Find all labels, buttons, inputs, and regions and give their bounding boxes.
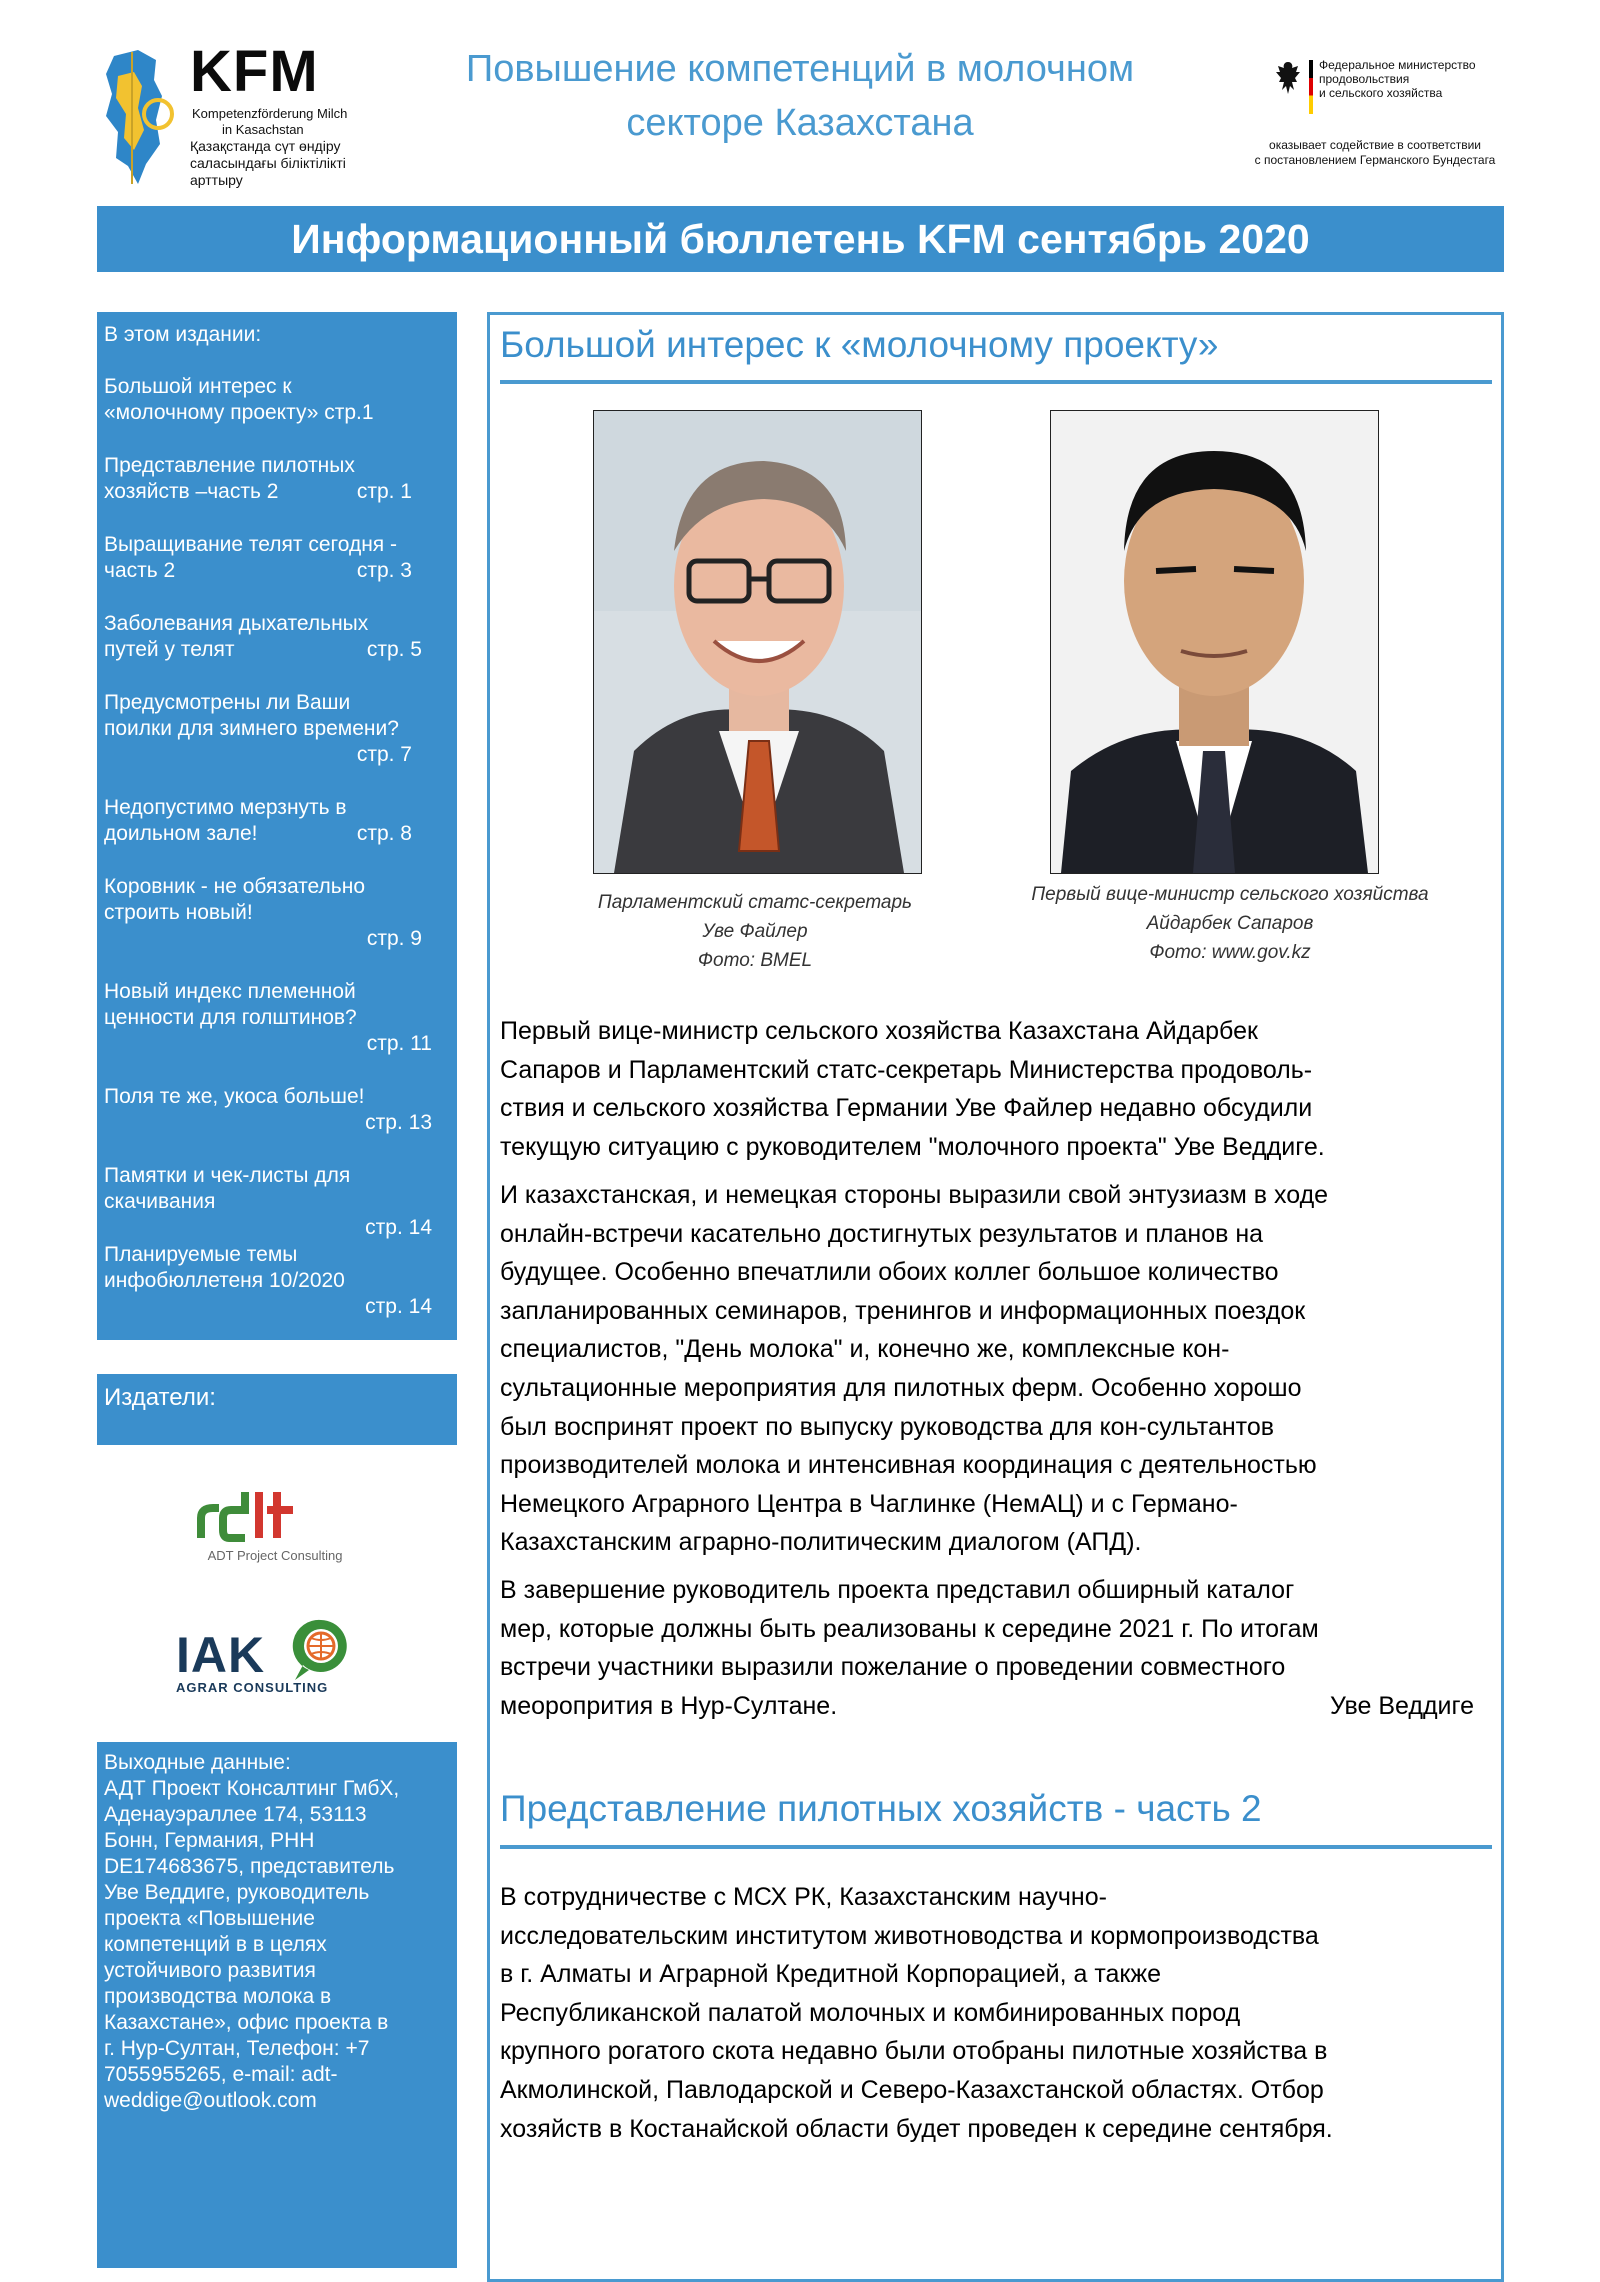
article1-heading: Большой интерес к «молочному проекту»	[500, 324, 1219, 365]
toc-item[interactable]: Новый индекс племенной ценности для голштинов? стр. 11	[104, 980, 432, 1055]
toc-item[interactable]: Памятки и чек-листы для скачивания стр. 14	[104, 1164, 432, 1239]
iak-logo-subtext: AGRAR CONSULTING	[176, 1680, 329, 1695]
toc-item[interactable]: Большой интерес к «молочному проекту» стр.1	[104, 375, 374, 424]
imprint	[97, 1742, 457, 2268]
photo2-caption: Первый вице-министр сельского хозяйства Айдарбек Сапаров Фото: www.gov.kz	[1031, 884, 1429, 963]
toc-item[interactable]: Коровник - не обязательно строить новый! стр. 9	[104, 875, 422, 950]
german-flag-bar	[1309, 60, 1313, 114]
kfm-logo	[90, 38, 370, 188]
federal-eagle-icon	[1273, 60, 1303, 96]
iak-logo-text: IAK	[176, 1627, 266, 1683]
ministry-support-text: оказывает содействие в соответствии с постановлением Германского Бундестага	[1254, 138, 1496, 167]
adt-logo-text: ADT Project Consulting	[207, 1548, 343, 1563]
iak-logo	[176, 1618, 376, 1698]
article1-rule	[500, 380, 1492, 384]
toc-item[interactable]: Недопустимо мерзнуть в доильном зале! стр. 8	[104, 796, 412, 845]
article1-signature: Уве Веддиге	[1330, 1691, 1474, 1720]
kfm-logo-subtitle-de: Kompetenzförderung Milch in Kasachstan	[192, 106, 348, 137]
kazakhstan-map-icon	[98, 46, 178, 186]
bulletin-title: Информационный бюллетень KFM сентябрь 2020	[97, 206, 1504, 272]
globe-pin-icon	[291, 1618, 351, 1682]
portrait-man-suit-icon	[1051, 411, 1378, 873]
toc-item[interactable]: Заболевания дыхательных путей у телят стр. 5	[104, 612, 422, 661]
photo-uwe-feiler	[593, 410, 922, 874]
toc-item[interactable]: Планируемые темы инфобюллетеня 10/2020 стр. 14	[104, 1243, 432, 1318]
photo-aidarbek-saparov	[1050, 410, 1379, 874]
publishers-heading: Издатели:	[97, 1374, 457, 1445]
table-of-contents	[97, 312, 457, 1340]
article2-paragraph-1: В сотрудничестве с МСХ РК, Казахстанским научно- исследовательским институтом животноводства и кормопроизводства в г. Алматы и Аграрной Кредитной Корпорацией, а также Республиканской палатой молочных и комбинированных пород крупного рогатого скота недавно были отобраны пилотные хозяйства в Акмолинской, Павлодарской и Северо-Казахстанской областях. Отбор хозяйств в Костанайской области будет проведен к середине сентября.	[500, 1883, 1333, 2143]
ministry-name: Федеральное министерство продовольствия и сельского хозяйства	[1319, 58, 1476, 100]
toc-item[interactable]: Выращивание телят сегодня - часть 2 стр. 3	[104, 533, 412, 582]
imprint-text: Выходные данные: АДТ Проект Консалтинг ГмбХ, Аденауэраллее 174, 53113 Бонн, Германия, РНН DE174683675, представитель Уве Веддиге, руководитель проекта «Повышение компетенций в в целях устойчивого развития производства молока в Казахстане», офис проекта в г. Нур-Султан, Телефон: +7 7055955265, e-mail: adt- weddige@outlook.com	[104, 1751, 400, 2112]
kfm-logo-title: KFM	[190, 39, 319, 104]
article2-rule	[500, 1845, 1492, 1849]
article2-heading: Представление пилотных хозяйств - часть 2	[500, 1788, 1262, 1829]
toc-item[interactable]: Поля те же, укоса больше! стр. 13	[104, 1085, 432, 1134]
project-title: Повышение компетенций в молочном секторе Казахстана	[465, 48, 1135, 144]
photo1-caption: Парламентский статс-секретарь Уве Файлер Фото: BMEL	[597, 892, 913, 971]
adt-logo	[185, 1488, 365, 1568]
article1-paragraph-3: В завершение руководитель проекта представил обширный каталог мер, которые должны быть реализованы к середине 2021 г. По итогам встречи участники выразили пожелание о проведении совместного меоропрития в Нур-Султане. Уве Веддиге	[500, 1571, 1490, 1725]
toc-heading: В этом издании:	[104, 323, 262, 346]
article1-paragraph-2: И казахстанская, и немецкая стороны выразили свой энтузиазм в ходе онлайн-встречи касательно достигнутых результатов и планов на будущее. Особенно впечатлили обоих коллег большое количество запланированных семинаров, тренингов и информационных поездок специалистов, "День молока" и, конечно же, комплексные кон- сультационные мероприятия для пилотных ферм. Особенно хорошо был воспринят проект по выпуску руководства для кон-сультантов производителей молока и интенсивная координация с деятельностью Немецкого Аграрного Центра в Чаглинке (НемАЦ) и с Германо- Казахстанским аграрно-политическим диалогом (АПД).	[500, 1181, 1329, 1557]
kfm-logo-subtitle-kz: Қазақстанда сүт өндіру саласындағы біліктілікті арттыру	[190, 138, 346, 188]
adt-mark-icon	[195, 1488, 355, 1544]
toc-item[interactable]: Предусмотрены ли Ваши поилки для зимнего времени? стр. 7	[104, 691, 412, 766]
toc-item[interactable]: Представление пилотных хозяйств –часть 2 стр. 1	[104, 454, 412, 503]
article1-paragraph-1: Первый вице-министр сельского хозяйства Казахстана Айдарбек Сапаров и Парламентский статс-секретарь Министерства продоволь- ствия и сельского хозяйства Германии Уве Файлер недавно обсудили текущую ситуацию с руководителем "молочного проекта" Уве Веддиге.	[500, 1017, 1325, 1161]
portrait-man-glasses-icon	[594, 411, 921, 873]
